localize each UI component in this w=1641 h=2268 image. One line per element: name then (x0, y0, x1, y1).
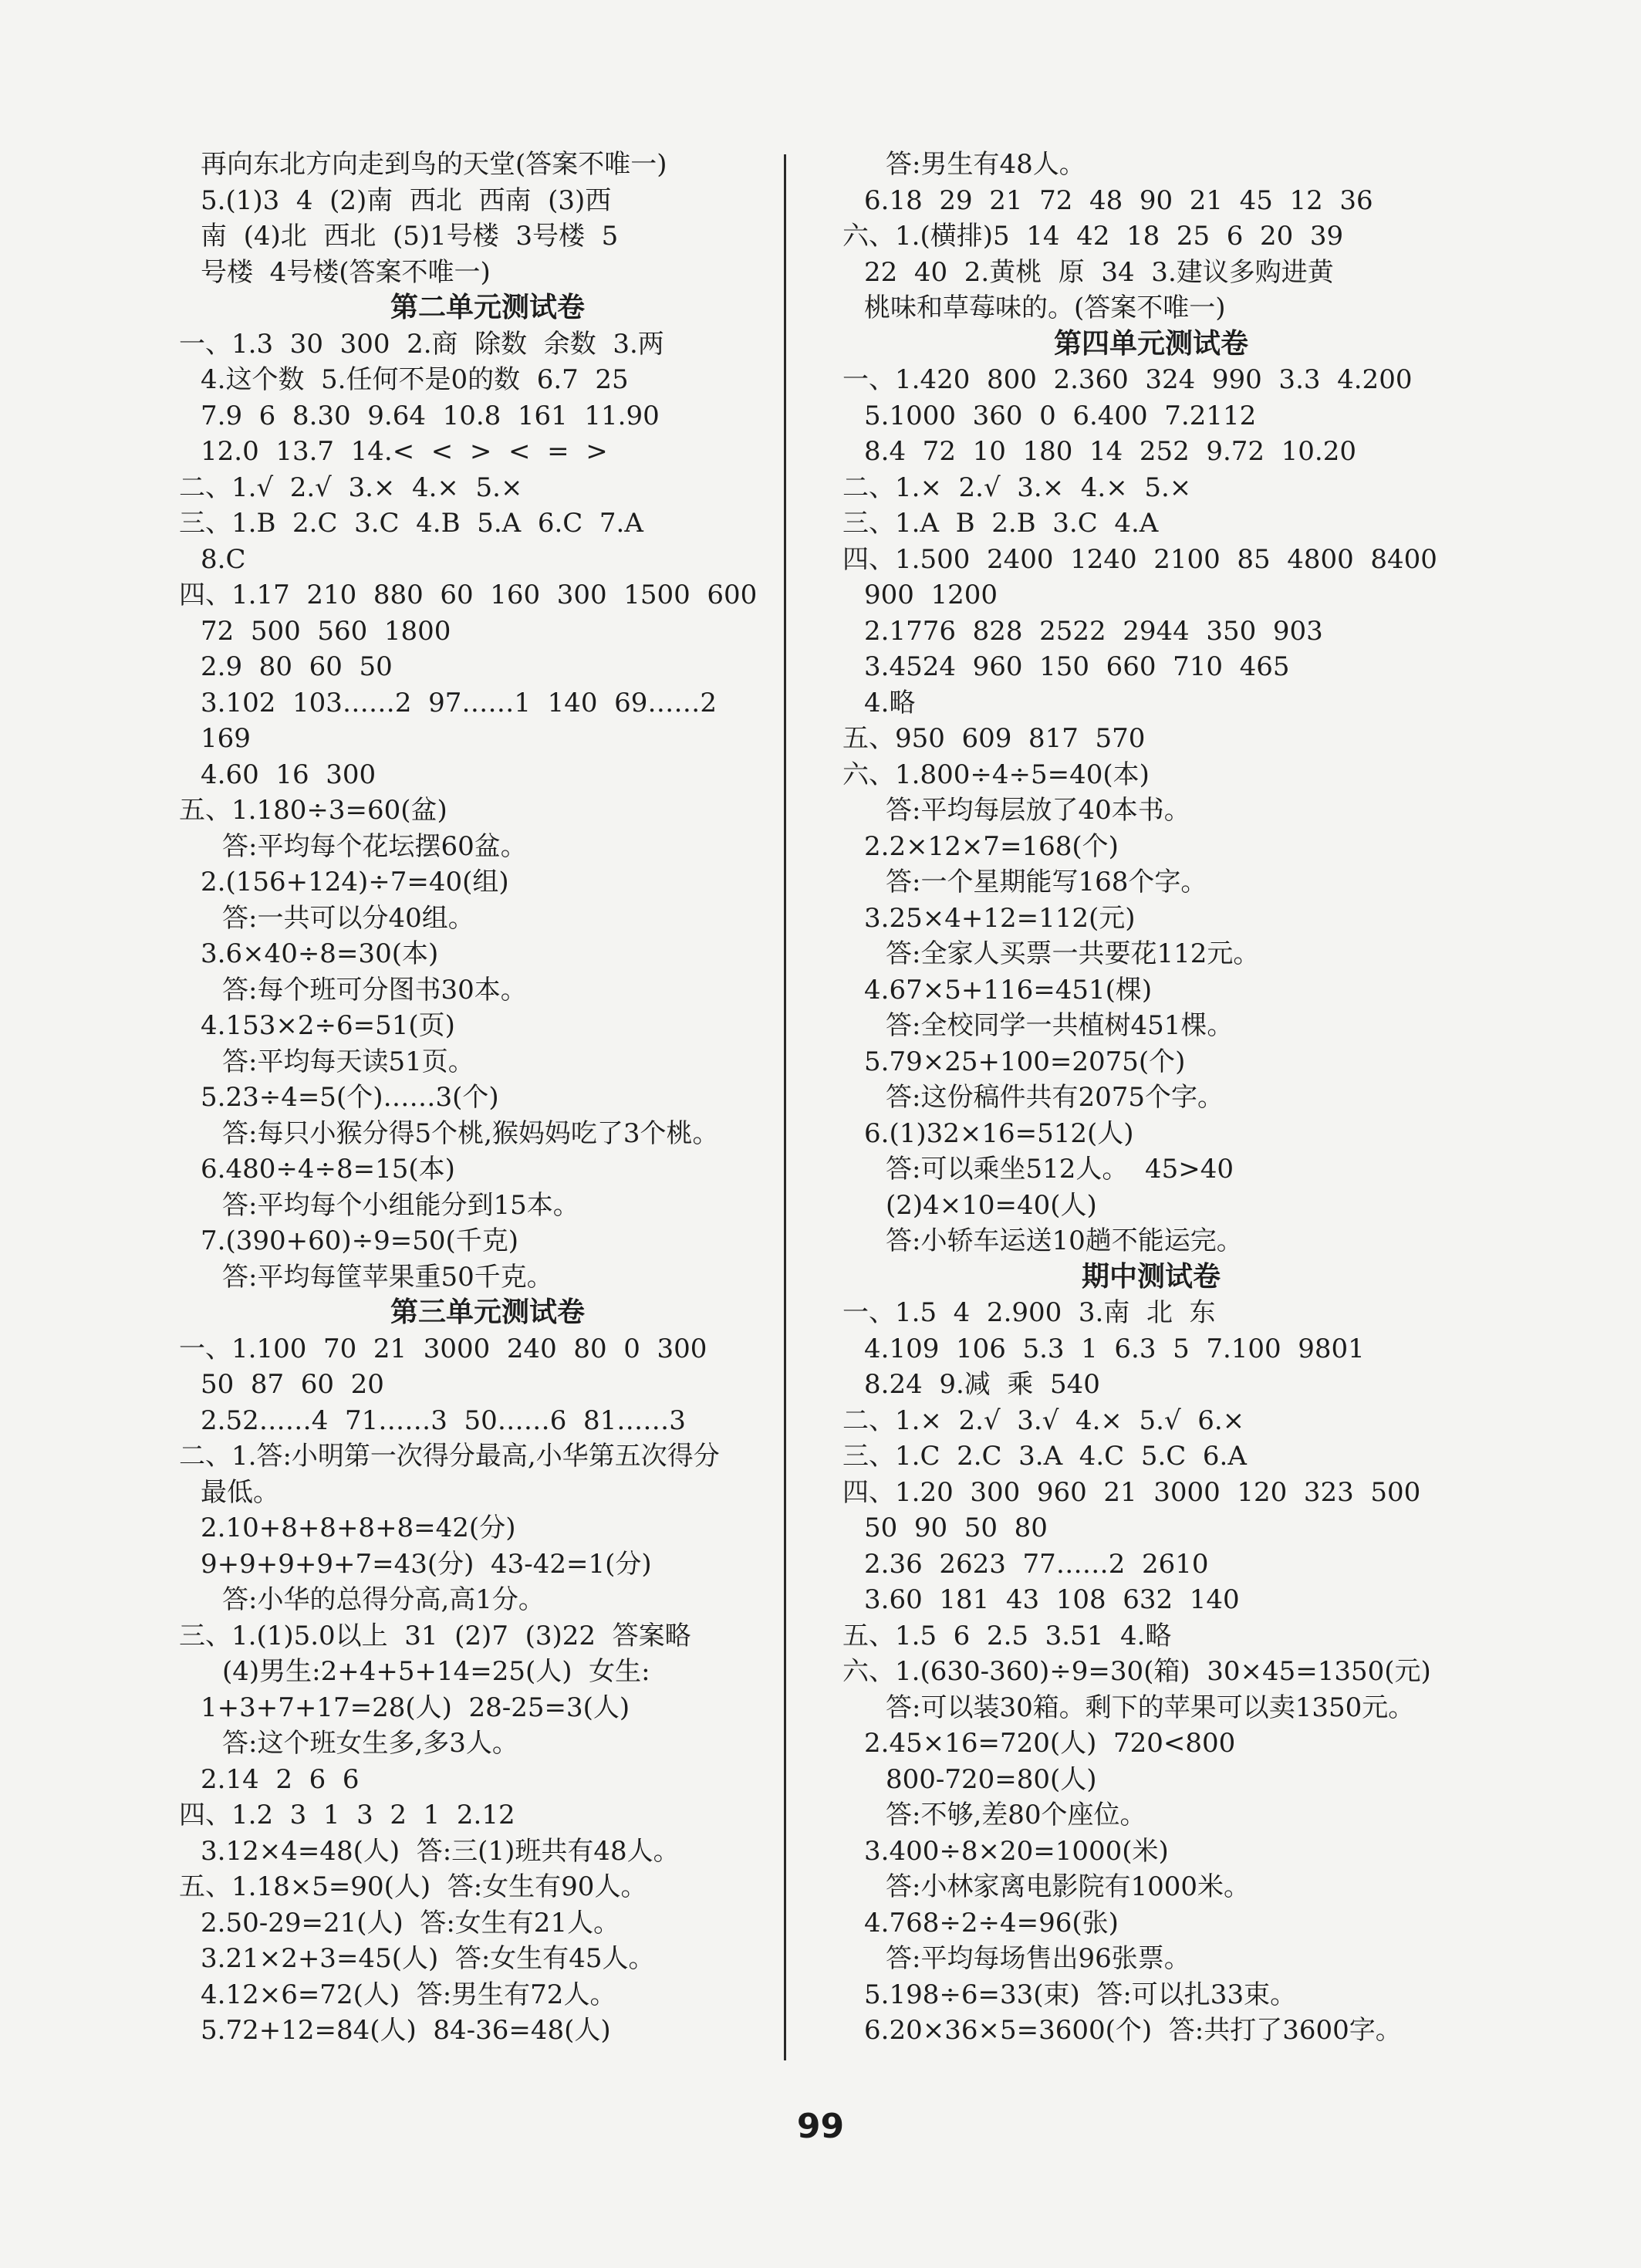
answer-line: 2.45×16=720(人) 720<800 (864, 1728, 1236, 1759)
answer-line: 4.略 (864, 687, 916, 718)
answer-line: 五、950 609 817 570 (842, 723, 1146, 754)
answer-line: 2.9 80 60 50 (201, 651, 393, 682)
left-column (179, 147, 796, 2049)
answer-line: (2)4×10=40(人) (886, 1189, 1097, 1221)
answer-line: 2.(156+124)÷7=40(组) (201, 867, 509, 897)
answer-line: 再向东北方向走到鸟的天堂(答案不唯一) (201, 149, 667, 180)
answer-line: 五、1.18×5=90(人) 答:女生有90人。 (179, 1871, 647, 1902)
answer-line: 4.67×5+116=451(棵) (864, 974, 1153, 1006)
answer-line: 答:全校同学一共植树451棵。 (886, 1010, 1234, 1041)
answer-line: 最低。 (201, 1476, 279, 1508)
answer-line: 答:一共可以分40组。 (222, 902, 474, 934)
answer-line: 4.768÷2÷4=96(张) (864, 1907, 1119, 1938)
answer-line: 5.23÷4=5(个)……3(个) (201, 1082, 499, 1113)
answer-line: 2.14 2 6 6 (201, 1763, 360, 1795)
answer-line: 二、1.× 2.√ 3.× 4.× 5.× (842, 472, 1192, 503)
answer-line: 一、1.5 4 2.900 3.南 北 东 (842, 1297, 1216, 1328)
answer-line: 2.10+8+8+8+8=42(分) (201, 1513, 516, 1543)
answer-line: 答:可以装30箱。剩下的苹果可以卖1350元。 (886, 1692, 1415, 1723)
answer-line: 2.1776 828 2522 2944 350 903 (864, 615, 1323, 647)
answer-line: 3.60 181 43 108 632 140 (864, 1584, 1240, 1615)
section-heading: 第二单元测试卷 (390, 292, 585, 323)
answer-line: 一、1.3 30 300 2.商 除数 余数 3.两 (179, 328, 664, 360)
answer-line: 900 1200 (864, 580, 998, 610)
answer-line: 六、1.(630-360)÷9=30(箱) 30×45=1350(元) (842, 1656, 1431, 1687)
answer-line: 3.12×4=48(人) 答:三(1)班共有48人。 (201, 1835, 680, 1867)
answer-line: 答:平均每天读51页。 (222, 1046, 474, 1077)
section-heading: 期中测试卷 (1081, 1260, 1221, 1293)
answer-line: 三、1.(1)5.0以上 31 (2)7 (3)22 答案略 (179, 1620, 691, 1651)
answer-line: 三、1.B 2.C 3.C 4.B 5.A 6.C 7.A (179, 508, 643, 539)
answer-line: 五、1.180÷3=60(盆) (179, 795, 447, 826)
answer-line: 8.4 72 10 180 14 252 9.72 10.20 (864, 436, 1356, 467)
answer-line: 南 (4)北 西北 (5)1号楼 3号楼 5 (201, 221, 619, 252)
answer-line: 四、1.2 3 1 3 2 1 2.12 (179, 1800, 515, 1830)
answer-line: 答:每个班可分图书30本。 (222, 974, 527, 1006)
answer-line: 答:平均每筐苹果重50千克。 (222, 1261, 553, 1293)
answer-line: 号楼 4号楼(答案不唯一) (201, 256, 491, 288)
answer-line: 答:平均每个花坛摆60盆。 (222, 830, 527, 862)
answer-line: 6.18 29 21 72 48 90 21 45 12 36 (864, 184, 1373, 216)
answer-line: 三、1.A B 2.B 3.C 4.A (842, 508, 1159, 539)
answer-line: 答:不够,差80个座位。 (886, 1800, 1146, 1830)
answer-line: 答:男生有48人。 (886, 149, 1086, 180)
answer-line: 2.2×12×7=168(个) (864, 830, 1119, 862)
answer-line: 答:每只小猴分得5个桃,猴妈妈吃了3个桃。 (222, 1117, 719, 1149)
answer-line: 四、1.17 210 880 60 160 300 1500 600 (179, 580, 758, 610)
answer-line: 3.400÷8×20=1000(米) (864, 1835, 1169, 1867)
answer-line: 5.198÷6=33(束) 答:可以扎33束。 (864, 1979, 1297, 2010)
answer-line: 2.52……4 71……3 50……6 81……3 (201, 1404, 686, 1436)
answer-line: 桃味和草莓味的。(答案不唯一) (864, 292, 1226, 323)
answer-line: 四、1.20 300 960 21 3000 120 323 500 (842, 1476, 1421, 1508)
answer-line: 答:可以乘坐512人。 45>40 (886, 1154, 1234, 1185)
answer-line: 6.(1)32×16=512(人) (864, 1117, 1134, 1149)
answer-line: 800-720=80(人) (886, 1763, 1097, 1795)
answer-line: 4.153×2÷6=51(页) (201, 1010, 455, 1041)
answer-line: 四、1.500 2400 1240 2100 85 4800 8400 (842, 543, 1437, 575)
answer-line: 9+9+9+9+7=43(分) 43-42=1(分) (201, 1548, 652, 1580)
answer-line: 5.72+12=84(人) 84-36=48(人) (201, 2015, 611, 2046)
answer-line: 3.21×2+3=45(人) 答:女生有45人。 (201, 1943, 655, 1974)
answer-line: 答:小华的总得分高,高1分。 (222, 1584, 545, 1615)
answer-line: 一、1.420 800 2.360 324 990 3.3 4.200 (842, 364, 1413, 395)
answer-line: 二、1.答:小明第一次得分最高,小华第五次得分 (179, 1441, 720, 1472)
answer-line: 8.C (201, 543, 246, 575)
answer-line: 答:小轿车运送10趟不能运完。 (886, 1225, 1243, 1256)
answer-line: 2.50-29=21(人) 答:女生有21人。 (201, 1907, 620, 1938)
answer-line: 答:全家人买票一共要花112元。 (886, 938, 1260, 969)
answer-line: 一、1.100 70 21 3000 240 80 0 300 (179, 1333, 707, 1364)
answer-line: 答:小林家离电影院有1000米。 (886, 1871, 1250, 1902)
answer-line: 答:平均每层放了40本书。 (886, 795, 1190, 826)
answer-line: 169 (201, 723, 251, 754)
answer-line: 二、1.√ 2.√ 3.× 4.× 5.× (179, 472, 523, 503)
answer-line: 二、1.× 2.√ 3.√ 4.× 5.√ 6.× (842, 1404, 1245, 1436)
answer-line: 4.这个数 5.任何不是0的数 6.7 25 (201, 364, 629, 395)
answer-line: 三、1.C 2.C 3.A 4.C 5.C 6.A (842, 1441, 1247, 1472)
answer-line: 8.24 9.减 乘 540 (864, 1369, 1100, 1400)
answer-line: 3.102 103……2 97……1 140 69……2 (201, 687, 718, 718)
answer-line: 5.1000 360 0 6.400 7.2112 (864, 400, 1257, 431)
page-number: 99 (796, 2107, 845, 2146)
answer-line: 4.60 16 300 (201, 759, 376, 790)
answer-line: 4.12×6=72(人) 答:男生有72人。 (201, 1979, 616, 2010)
answer-line: 12.0 13.7 14.< < > < = > (201, 436, 608, 467)
right-column (842, 147, 1460, 2049)
answer-line: 50 87 60 20 (201, 1369, 384, 1400)
answer-line: 3.25×4+12=112(元) (864, 902, 1136, 934)
answer-line: 答:这份稿件共有2075个字。 (886, 1082, 1224, 1113)
answer-line: 五、1.5 6 2.5 3.51 4.略 (842, 1620, 1172, 1651)
answer-line: 六、1.(横排)5 14 42 18 25 6 20 39 (842, 221, 1344, 252)
answer-line: 72 500 560 1800 (201, 615, 451, 647)
section-heading: 第四单元测试卷 (1053, 327, 1248, 360)
answer-line: 2.36 2623 77……2 2610 (864, 1548, 1209, 1580)
answer-line: 4.109 106 5.3 1 6.3 5 7.100 9801 (864, 1333, 1365, 1364)
answer-line: 50 90 50 80 (864, 1513, 1048, 1543)
answer-line: 7.(390+60)÷9=50(千克) (201, 1225, 519, 1256)
answer-line: 答:平均每场售出96张票。 (886, 1943, 1190, 1974)
answer-line: 6.480÷4÷8=15(本) (201, 1154, 455, 1185)
answer-line: 六、1.800÷4÷5=40(本) (842, 759, 1150, 790)
answer-line: (4)男生:2+4+5+14=25(人) 女生: (222, 1656, 650, 1687)
answer-line: 答:这个班女生多,多3人。 (222, 1728, 518, 1759)
answer-line: 22 40 2.黄桃 原 34 3.建议多购进黄 (864, 256, 1334, 288)
answer-line: 答:一个星期能写168个字。 (886, 867, 1207, 897)
answer-line: 5.(1)3 4 (2)南 西北 西南 (3)西 (201, 184, 612, 216)
answer-line: 3.6×40÷8=30(本) (201, 938, 439, 969)
column-divider (784, 154, 786, 2060)
answer-line: 5.79×25+100=2075(个) (864, 1046, 1186, 1077)
answer-line: 3.4524 960 150 660 710 465 (864, 651, 1290, 682)
section-heading: 第三单元测试卷 (390, 1296, 585, 1328)
answer-line: 答:平均每个小组能分到15本。 (222, 1189, 579, 1221)
answer-line: 6.20×36×5=3600(个) 答:共打了3600字。 (864, 2015, 1402, 2046)
answer-line: 7.9 6 8.30 9.64 10.8 161 11.90 (201, 400, 660, 431)
answer-line: 1+3+7+17=28(人) 28-25=3(人) (201, 1692, 630, 1723)
